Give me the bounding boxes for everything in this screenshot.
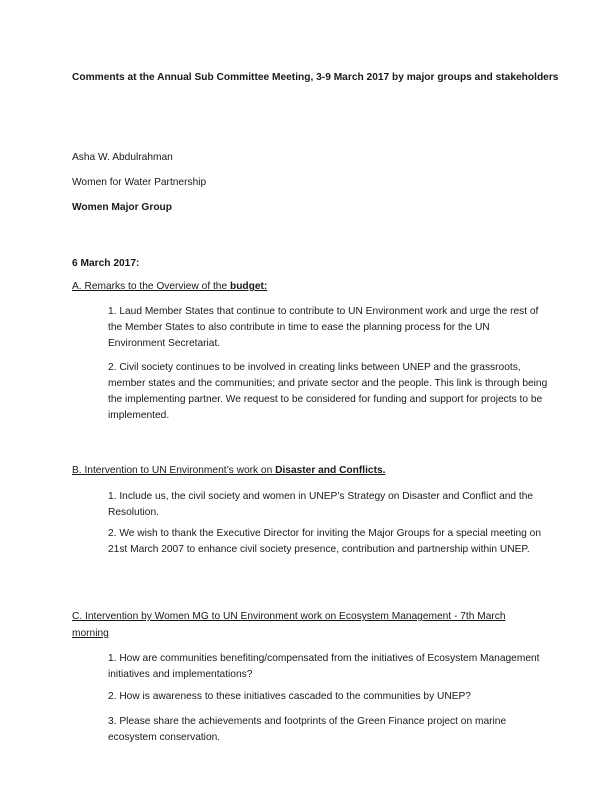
- section-b-heading-prefix: B. Intervention to UN Environment’s work on: [72, 465, 276, 476]
- section-c-item-2: 2. How is awareness to these initiatives cascaded to the communities by UNEP?: [108, 691, 471, 702]
- section-a-heading-prefix: A. Remarks to the Overview of the: [72, 281, 230, 292]
- section-a-heading: [72, 279, 267, 295]
- section-a-heading-emphasis: budget:: [229, 281, 268, 292]
- organization-name: Women for Water Partnership: [72, 177, 207, 188]
- section-b-heading: [72, 463, 386, 479]
- author-name: Asha W. Abdulrahman: [72, 152, 173, 163]
- section-a-item-1: 1. Laud Member States that continue to contribute to UN Environment work and urge the rest of the Member States to also contribute in time to ease the planning process for the UN Environment Secretariat.: [108, 306, 539, 349]
- section-b-item-1: 1. Include us, the civil society and women in UNEP’s Strategy on Disaster and Conflict and the Resolution.: [108, 491, 534, 518]
- date-heading: 6 March 2017:: [72, 258, 140, 269]
- section-a-item-2: 2. Civil society continues to be involved in creating links between UNEP and the grassroots, member states and the communities; and private sector and the people. This link is through being the implementing partner. We request to be considered for funding and support for projects to be implemented.: [108, 362, 548, 421]
- document-title: Comments at the Annual Sub Committee Meeting, 3-9 March 2017 by major groups and stakeholders: [72, 72, 559, 83]
- section-b-item-2: 2. We wish to thank the Executive Director for inviting the Major Groups for a special meeting on 21st March 2007 to enhance civil society presence, contribution and partnership within UNEP.: [108, 528, 541, 555]
- section-c-item-1: 1. How are communities benefiting/compensated from the initiatives of Ecosystem Management initiatives and implementations?: [108, 653, 540, 680]
- section-c-heading-line-2: morning: [72, 628, 109, 639]
- section-c-item-3: 3. Please share the achievements and footprints of the Green Finance project on marine ecosystem conservation.: [108, 716, 507, 743]
- group-name: Women Major Group: [72, 202, 172, 213]
- section-b-heading-emphasis: Disaster and Conflicts.: [275, 465, 386, 476]
- section-c-heading-line-1: C. Intervention by Women MG to UN Environment work on Ecosystem Management - 7th March: [72, 611, 506, 622]
